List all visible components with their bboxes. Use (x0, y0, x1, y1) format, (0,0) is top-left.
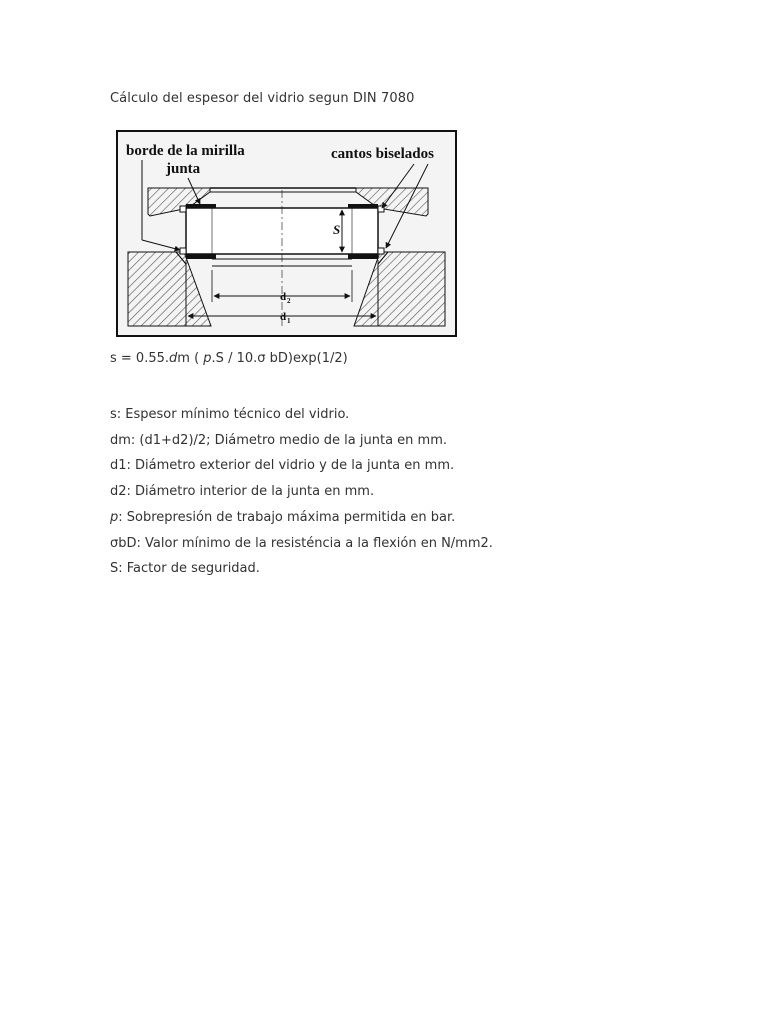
gasket-top-right (348, 204, 378, 208)
page-title: Cálculo del espesor del vidrio segun DIN 7080 (110, 91, 415, 106)
definition-d2: d2: Diámetro interior de la junta en mm. (110, 484, 375, 500)
body-right (378, 252, 445, 326)
glass-disc (186, 208, 378, 254)
body-left (128, 252, 186, 326)
d2-subscript: 2 (287, 297, 291, 305)
sight-glass-diagram (116, 130, 458, 338)
definition-sigma-bd: σbD: Valor mínimo de la resisténcia a la flexión en N/mm2. (110, 535, 493, 551)
variable-definitions (110, 402, 493, 582)
gasket-top-left (186, 204, 216, 208)
glass-thickness-formula: s = 0.55.dm ( p.S / 10.σ bD)exp(1/2) (110, 351, 348, 366)
d1-subscript: 1 (287, 317, 291, 325)
d1-label: d (280, 311, 287, 323)
definition-d1: d1: Diámetro exterior del vidrio y de la junta en mm. (110, 458, 455, 474)
gasket-label: junta (166, 161, 201, 177)
gasket-bottom-left (186, 254, 216, 259)
definition-p: p: Sobrepresión de trabajo máxima permitida en bar. (110, 509, 456, 525)
bevels-label: cantos biselados (331, 146, 434, 162)
thickness-label: S (333, 222, 341, 237)
rim-label: borde de la mirilla (126, 143, 245, 159)
d2-label: d (280, 291, 287, 303)
definition-dm: dm: (d1+d2)/2; Diámetro medio de la junta en mm. (110, 432, 447, 448)
definition-s: s: Espesor mínimo técnico del vidrio. (110, 407, 350, 422)
definition-safety-factor: S: Factor de seguridad. (110, 561, 260, 577)
gasket-bottom-right (348, 254, 378, 259)
